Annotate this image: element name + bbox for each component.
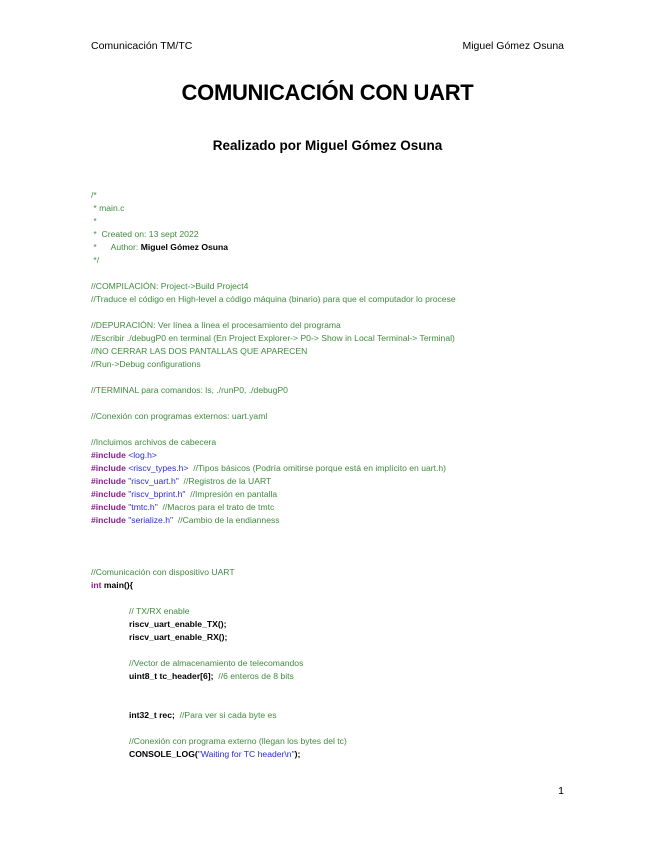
code-comment-line: //NO CERRAR LAS DOS PANTALLAS QUE APARECEN xyxy=(91,346,308,356)
code-comment-line: * xyxy=(91,216,97,226)
code-include-line: #include "riscv_uart.h" //Registros de la UART xyxy=(91,476,272,486)
code-main-signature: int main(){ xyxy=(91,580,134,590)
code-comment-line: //Conexión con programas externos: uart.yaml xyxy=(91,411,268,421)
code-comment-line: * main.c xyxy=(91,203,125,213)
code-comment-line: /* xyxy=(91,190,97,200)
document-subtitle: Realizado por Miguel Gómez Osuna xyxy=(212,138,443,153)
code-comment-line: //DEPURACIÓN: Ver línea a línea el procesamiento del programa xyxy=(91,320,341,330)
code-statement-line: uint8_t tc_header[6]; //6 enteros de 8 bits xyxy=(129,671,294,681)
running-header-left: Comunicación TM/TC xyxy=(91,40,193,52)
code-author-name: Miguel Gómez Osuna xyxy=(140,242,229,252)
code-comment-line: // TX/RX enable xyxy=(129,606,190,616)
code-statement-line: riscv_uart_enable_RX(); xyxy=(129,632,228,642)
code-include-line: #include "serialize.h" //Cambio de la endianness xyxy=(91,515,280,525)
code-comment-line: //Vector de almacenamiento de telecomandos xyxy=(129,658,304,668)
code-include-line: #include <log.h> xyxy=(91,450,157,460)
code-comment-line: //Run->Debug configurations xyxy=(91,359,201,369)
code-listing xyxy=(91,189,571,761)
code-comment-line: //COMPILACIÓN: Project->Build Project4 xyxy=(91,281,249,291)
code-comment-span: * Author: xyxy=(91,242,141,252)
code-include-line: #include <riscv_types.h> //Tipos básicos (Podría omitirse porque está en implícito en uart.h) xyxy=(91,463,447,473)
code-comment-line: //Traduce el código en High-level a código máquina (binario) para que el computador lo procese xyxy=(91,294,456,304)
code-include-line: #include "riscv_bprint.h" //Impresión en pantalla xyxy=(91,489,278,499)
code-statement-line: CONSOLE_LOG("Waiting for TC header\n"); xyxy=(129,749,301,759)
code-comment-line: //Incluimos archivos de cabecera xyxy=(91,437,217,447)
code-comment-line: //TERMINAL para comandos: ls, ./runP0, ./debugP0 xyxy=(91,385,288,395)
document-title: COMUNICACIÓN CON UART xyxy=(181,80,474,105)
page-number: 1 xyxy=(558,785,564,797)
code-comment-line: */ xyxy=(91,255,100,265)
code-statement-line: riscv_uart_enable_TX(); xyxy=(129,619,227,629)
code-comment-line: * Created on: 13 sept 2022 xyxy=(91,229,199,239)
code-comment-line: //Comunicación con dispositivo UART xyxy=(91,567,235,577)
running-header-right: Miguel Gómez Osuna xyxy=(462,40,564,52)
code-statement-line: int32_t rec; //Para ver si cada byte es xyxy=(129,710,277,720)
code-comment-line: //Escribir ./debugP0 en terminal (En Project Explorer-> P0-> Show in Local Terminal-> Terminal) xyxy=(91,333,455,343)
code-include-line: #include "tmtc.h" //Macros para el trato de tmtc xyxy=(91,502,275,512)
code-comment-line: //Conexión con programa externo (llegan los bytes del tc) xyxy=(129,736,347,746)
code-author-line xyxy=(91,241,571,254)
